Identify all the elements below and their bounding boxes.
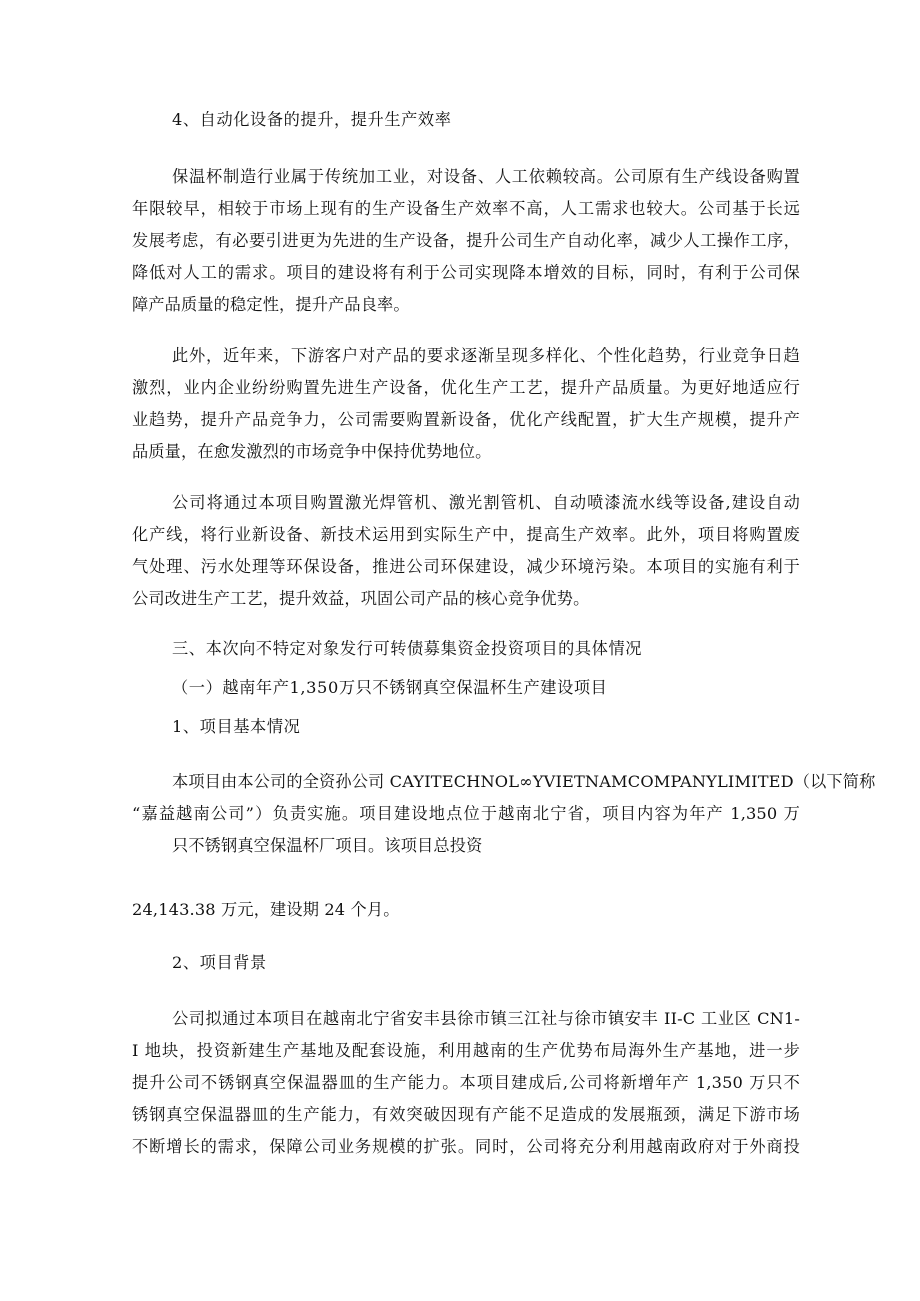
- paragraph-line: 公司拟通过本项目在越南北宁省安丰县徐市镇三江社与徐市镇安丰 II-C 工业区 CN1-: [172, 1009, 800, 1028]
- paragraph-line: 提升公司不锈钢真空保温器皿的生产能力。本项目建成后,公司将新增年产 1,350 万只不: [132, 1073, 800, 1092]
- paragraph-line: 气处理、污水处理等环保设备，推进公司环保建设，减少环境污染。本项目的实施有利于: [132, 557, 800, 576]
- section-three-title: 三、本次向不特定对象发行可转债募集资金投资项目的具体情况: [172, 639, 643, 658]
- item-background-title: 2、项目背景: [172, 953, 267, 972]
- paragraph-line: 激烈，业内企业纷纷购置先进生产设备，优化生产工艺，提升产品质量。为更好地适应行: [132, 378, 800, 397]
- paragraph-line: 品质量，在愈发激烈的市场竞争中保持优势地位。: [132, 442, 492, 461]
- item-basic-title: 1、项目基本情况: [172, 717, 301, 736]
- paragraph-line: “嘉益越南公司”）负责实施。项目建设地点位于越南北宁省，项目内容为年产 1,350 万: [132, 804, 800, 823]
- paragraph-line: 发展考虑，有必要引进更为先进的生产设备，提升公司生产自动化率，减少人工操作工序，: [132, 231, 800, 250]
- paragraph-line: 业趋势，提升产品竞争力，公司需要购置新设备，优化产线配置，扩大生产规模，提升产: [132, 410, 800, 429]
- paragraph-line: 公司将通过本项目购置激光焊管机、激光割管机、自动喷漆流水线等设备,建设自动: [172, 493, 800, 512]
- paragraph-line: I 地块，投资新建生产基地及配套设施，利用越南的生产优势布局海外生产基地，进一步: [132, 1041, 800, 1060]
- paragraph-line: 此外，近年来，下游客户对产品的要求逐渐呈现多样化、个性化趋势，行业竞争日趋: [172, 346, 800, 365]
- paragraph-line: 保温杯制造行业属于传统加工业，对设备、人工依赖较高。公司原有生产线设备购置: [172, 167, 800, 186]
- subsection-one-title: （一）越南年产1,350万只不锈钢真空保温杯生产建设项目: [172, 678, 608, 697]
- paragraph-line: 只不锈钢真空保温杯厂项目。该项目总投资: [172, 836, 483, 855]
- paragraph-line: 年限较早，相较于市场上现有的生产设备生产效率不高，人工需求也较大。公司基于长远: [132, 199, 800, 218]
- paragraph-line: 障产品质量的稳定性，提升产品良率。: [132, 295, 410, 314]
- paragraph-line: 本项目由本公司的全资孙公司 CAYITECHNOL∞YVIETNAMCOMPANYLIMITED（以下简称: [172, 772, 876, 791]
- paragraph-line: 化产线，将行业新设备、新技术运用到实际生产中，提高生产效率。此外，项目将购置废: [132, 525, 800, 544]
- paragraph-line: 降低对人工的需求。项目的建设将有利于公司实现降本增效的目标，同时，有利于公司保: [132, 263, 800, 282]
- heading-automation: 4、自动化设备的提升，提升生产效率: [172, 110, 452, 129]
- paragraph-line: 公司改进生产工艺，提升效益，巩固公司产品的核心竞争优势。: [132, 589, 590, 608]
- paragraph-line: 锈钢真空保温器皿的生产能力，有效突破因现有产能不足造成的发展瓶颈，满足下游市场: [132, 1105, 800, 1124]
- paragraph-line: 不断增长的需求，保障公司业务规模的扩张。同时，公司将充分利用越南政府对于外商投: [132, 1137, 800, 1156]
- paragraph-line: 24,143.38 万元，建设期 24 个月。: [132, 900, 400, 919]
